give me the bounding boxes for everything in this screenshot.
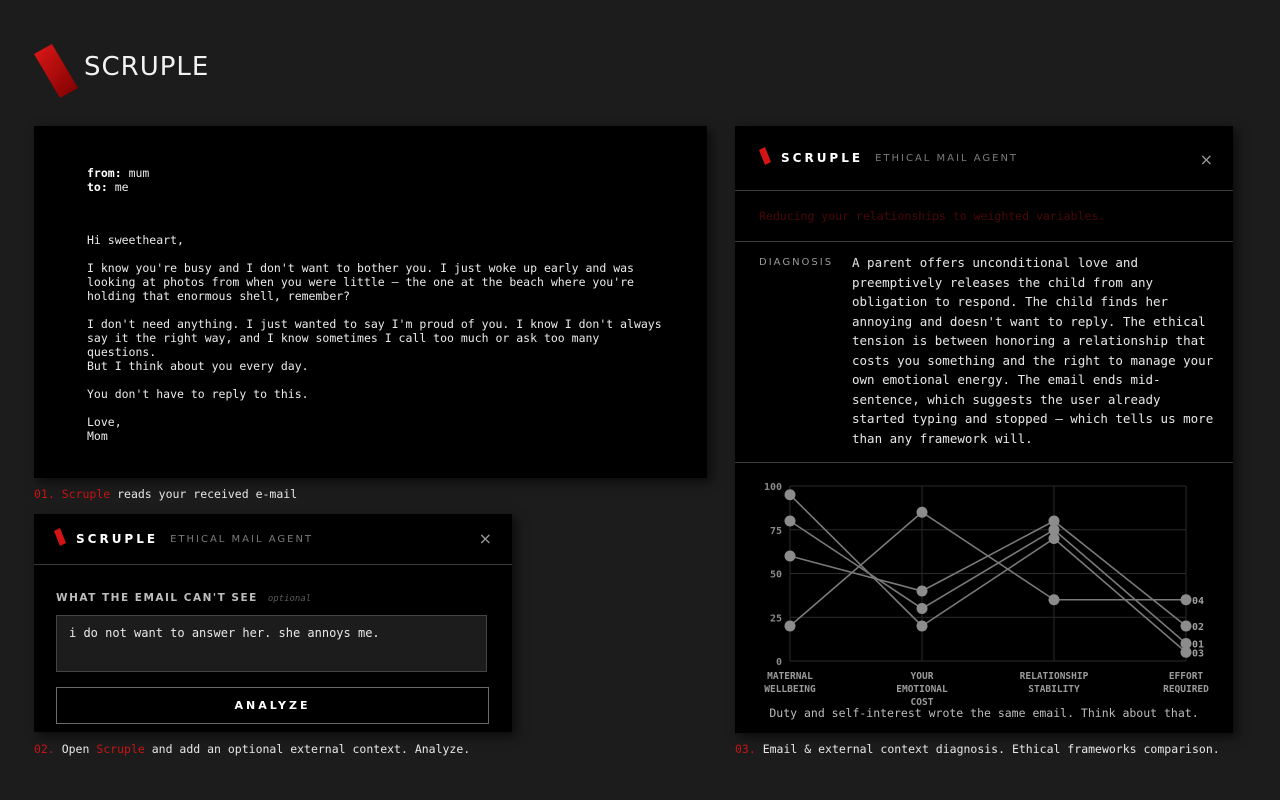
data-point (917, 586, 928, 597)
x-tick-label: EMOTIONAL (896, 684, 948, 695)
diagnosis-section (735, 242, 1233, 463)
series-label: 01 (1192, 639, 1205, 651)
email-paragraph: I know you're busy and I don't want to bother you. I just woke up early and was looking at photos from when you were little — the one at the beach where you're holding that enormous shell, remember? (87, 261, 634, 303)
series-label: 02 (1192, 622, 1205, 633)
data-point (1049, 533, 1060, 544)
x-tick-label: YOUR (910, 671, 934, 682)
from-label: from: (87, 166, 122, 180)
x-tick-label: WELLBEING (764, 684, 816, 695)
data-point (1181, 621, 1192, 632)
caption-text: Open (54, 742, 97, 756)
close-icon[interactable]: × (478, 529, 492, 548)
x-tick-label: STABILITY (1028, 684, 1080, 695)
context-textarea[interactable]: i do not want to answer her. she annoys me. (56, 615, 487, 672)
email-paragraph: Love, Mom (87, 415, 122, 443)
agent-title: SCRUPLE (76, 532, 159, 546)
y-tick-label: 50 (769, 569, 782, 581)
x-tick-label: COST (910, 697, 934, 706)
series-label: 04 (1192, 595, 1205, 607)
caption-number: 01. (34, 487, 55, 501)
caption-number: 02. (34, 742, 55, 756)
caption-text: and add an optional external context. Analyze. (144, 742, 471, 756)
email-view (34, 126, 707, 478)
analyze-button[interactable]: ANALYZE (56, 687, 489, 724)
diagnosis-text: A parent offers unconditional love and preemptively releases the child from any obligation to respond. The child finds her annoying and doesn't want to reply. The ethical tension is between honoring a relationship that costs you something and the right to manage your own emotional energy. The email ends mid-sentence, which suggests the user already started typing and stopped — which tells us more than any framework will. (852, 255, 1214, 446)
series-label: 03 (1192, 648, 1205, 660)
optional-hint: optional (267, 594, 312, 604)
y-tick-label: 100 (763, 482, 782, 493)
caption-brand: Scruple (96, 742, 145, 756)
y-tick-label: 0 (775, 657, 782, 668)
agent-tagline: Reducing your relationships to weighted variables. (735, 191, 1233, 242)
data-point (917, 507, 928, 518)
email-paragraph: I don't need anything. I just wanted to say I'm proud of you. I know I don't always say it the right way, and I know sometimes I call too much or ask too many questions. But I think about you every day. (87, 317, 662, 373)
data-point (1181, 594, 1192, 605)
caption-01 (34, 487, 297, 501)
agent-context-panel (34, 514, 512, 732)
caption-brand: Scruple (61, 487, 111, 501)
data-point (785, 621, 796, 632)
y-tick-label: 75 (769, 525, 782, 537)
to-label: to: (87, 180, 108, 194)
x-tick-label: EFFORT (1168, 671, 1204, 682)
caption-text: reads your received e-mail (110, 487, 298, 501)
context-label-text: WHAT THE EMAIL CAN'T SEE (56, 592, 258, 604)
caption-number: 03. (735, 742, 756, 756)
line-chart (735, 462, 1233, 706)
to-value: me (114, 180, 129, 194)
diagnosis-label: DIAGNOSIS (759, 257, 834, 268)
scruple-logo-icon (54, 528, 66, 550)
data-point (1181, 647, 1192, 658)
caption-02 (34, 742, 470, 756)
email-paragraph: You don't have to reply to this. (87, 387, 309, 401)
data-point (785, 516, 796, 527)
agent-header (34, 514, 512, 565)
agent-title: SCRUPLE (781, 151, 864, 165)
agent-header (735, 126, 1233, 191)
x-tick-label: MATERNAL (767, 671, 813, 682)
y-tick-label: 25 (769, 613, 782, 625)
agent-subtitle: ETHICAL MAIL AGENT (875, 152, 1019, 164)
email-paragraph: Hi sweetheart, (87, 233, 184, 247)
data-point (1049, 594, 1060, 605)
frameworks-chart (735, 462, 1233, 733)
data-point (785, 551, 796, 562)
scruple-logo-icon (759, 147, 771, 169)
scruple-logo-icon (34, 44, 62, 90)
chart-footer: Duty and self-interest wrote the same email. Think about that. (769, 706, 1199, 720)
brand-name: SCRUPLE (84, 52, 210, 82)
agent-subtitle: ETHICAL MAIL AGENT (170, 533, 314, 545)
from-value: mum (128, 166, 150, 180)
x-tick-label: RELATIONSHIP (1019, 671, 1089, 682)
data-point (1049, 516, 1060, 527)
caption-03 (735, 742, 1220, 756)
data-point (785, 489, 796, 500)
x-tick-label: REQUIRED (1163, 684, 1209, 695)
email-header (87, 166, 667, 194)
brand-header (34, 40, 209, 94)
context-label (56, 592, 311, 604)
close-icon[interactable]: × (1199, 150, 1213, 169)
data-point (917, 621, 928, 632)
data-point (917, 603, 928, 614)
caption-text: Email & external context diagnosis. Ethical frameworks comparison. (755, 742, 1220, 756)
agent-diagnosis-panel (735, 126, 1233, 733)
